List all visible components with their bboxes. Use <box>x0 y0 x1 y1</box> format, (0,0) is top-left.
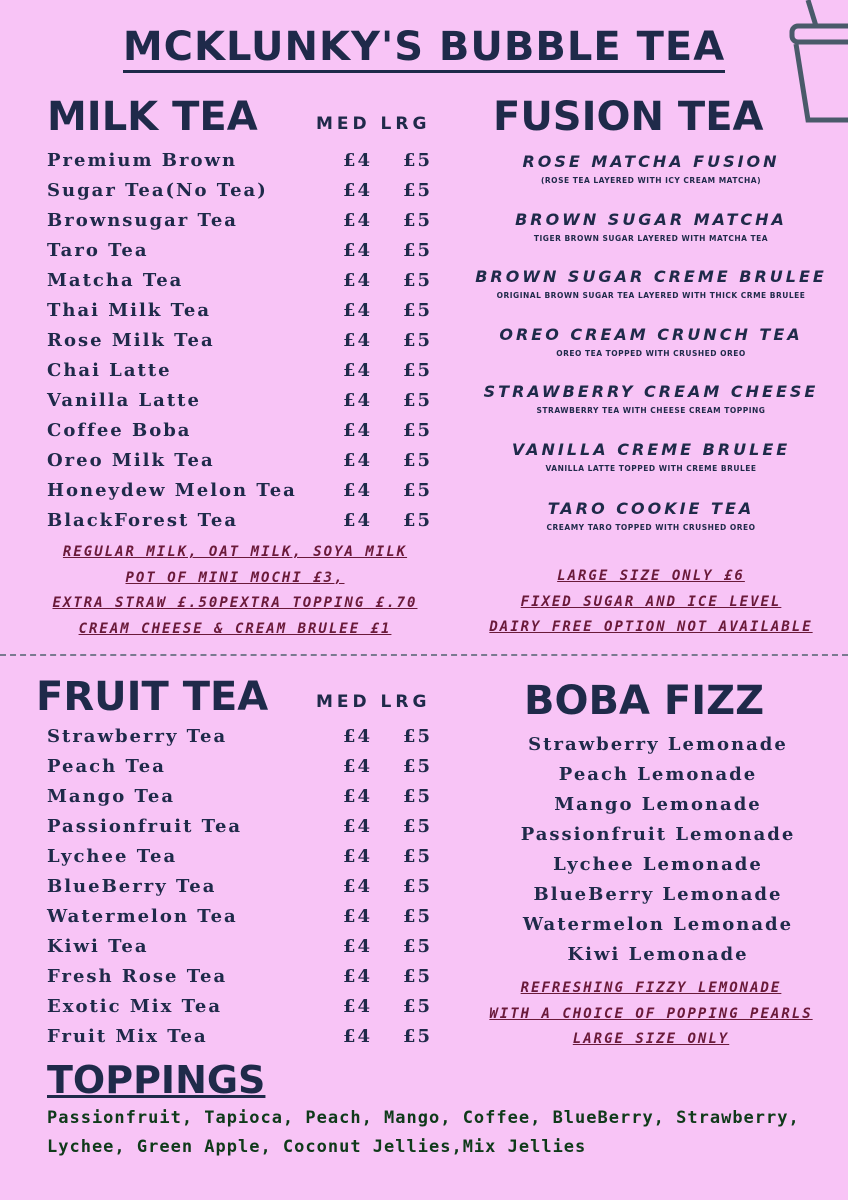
item-name: BlueBerry Tea <box>47 876 217 897</box>
boba-fizz-heading: BOBA FIZZ <box>524 678 765 724</box>
price-medium: £4 <box>343 270 373 291</box>
fusion-tea-heading: FUSION TEA <box>493 94 764 140</box>
price-large: £5 <box>403 150 433 171</box>
note-line: EXTRA STRAW £.50PEXTRA TOPPING £.70 <box>52 595 418 611</box>
price-medium: £4 <box>343 876 373 897</box>
milk-tea-list <box>47 146 467 536</box>
price-large: £5 <box>403 876 433 897</box>
price-medium: £4 <box>343 936 373 957</box>
fusion-item <box>456 152 846 210</box>
price-large: £5 <box>403 816 433 837</box>
note-line: LARGE SIZE ONLY <box>572 1031 730 1047</box>
fusion-item-description: CREAMY TARO TOPPED WITH CRUSHED OREO <box>546 522 756 532</box>
item-name: Oreo Milk Tea <box>47 450 215 471</box>
note-line: POT OF MINI MOCHI £3, <box>125 569 345 586</box>
fizz-item: Peach Lemonade <box>558 764 758 785</box>
price-medium: £4 <box>343 180 373 201</box>
fizz-item: Mango Lemonade <box>554 794 762 815</box>
price-medium: £4 <box>343 846 373 867</box>
menu-item <box>47 872 467 902</box>
note-line: REGULAR MILK, OAT MILK, SOYA MILK <box>62 544 408 560</box>
price-medium: £4 <box>343 726 373 747</box>
price-large: £5 <box>403 510 433 531</box>
item-name: Premium Brown <box>47 150 238 171</box>
item-name: BlackForest Tea <box>47 510 239 531</box>
price-medium: £4 <box>343 390 373 411</box>
note-line: FIXED SUGAR AND ICE LEVEL <box>520 593 782 610</box>
fizz-item: Strawberry Lemonade <box>528 734 788 755</box>
fusion-item-name: TARO COOKIE TEA <box>547 498 755 518</box>
fruit-tea-list <box>47 722 467 1052</box>
toppings-line-2: Lychee, Green Apple, Coconut Jellies,Mix Jellies <box>47 1137 587 1157</box>
menu-item <box>47 176 467 206</box>
boba-fizz-list <box>468 730 848 970</box>
fruit-tea-size-heading: MED LRG <box>316 692 431 712</box>
menu-item <box>47 296 467 326</box>
item-name: Fruit Mix Tea <box>47 1026 208 1047</box>
fusion-item <box>456 499 846 558</box>
item-name: Matcha Tea <box>47 270 184 291</box>
menu-item <box>47 992 467 1022</box>
fusion-item-name: VANILLA CREME BRULEE <box>511 439 791 459</box>
item-name: Thai Milk Tea <box>47 300 212 321</box>
price-large: £5 <box>403 906 433 927</box>
price-medium: £4 <box>343 360 373 381</box>
price-medium: £4 <box>343 816 373 837</box>
price-large: £5 <box>403 846 433 867</box>
menu-item <box>47 416 467 446</box>
item-name: Mango Tea <box>47 786 175 807</box>
toppings-heading: TOPPINGS <box>47 1058 266 1102</box>
fizz-item: Lychee Lemonade <box>553 854 763 875</box>
menu-item <box>47 962 467 992</box>
fusion-item-name: ROSE MATCHA FUSION <box>522 152 780 171</box>
menu-item <box>47 146 467 176</box>
menu-item <box>47 356 467 386</box>
fusion-item-description: (ROSE TEA LAYERED WITH ICY CREAM MATCHA) <box>540 176 762 185</box>
price-medium: £4 <box>343 210 373 231</box>
price-medium: £4 <box>343 966 373 987</box>
fusion-item-description: ORIGINAL BROWN SUGAR TEA LAYERED WITH THICK CRME BRULEE <box>496 291 806 300</box>
note-line: DAIRY FREE OPTION NOT AVAILABLE <box>489 619 813 635</box>
price-large: £5 <box>403 420 433 441</box>
item-name: Taro Tea <box>47 240 149 261</box>
menu-item <box>47 722 467 752</box>
menu-item <box>47 932 467 962</box>
price-large: £5 <box>403 210 433 231</box>
price-medium: £4 <box>343 300 373 321</box>
price-large: £5 <box>403 360 433 381</box>
menu-item <box>47 236 467 266</box>
fizz-item: Passionfruit Lemonade <box>520 824 796 845</box>
menu-title <box>0 24 848 70</box>
fizz-item: BlueBerry Lemonade <box>533 884 783 905</box>
toppings-list <box>47 1104 847 1162</box>
fusion-tea-list <box>456 152 846 558</box>
fusion-item-name: BROWN SUGAR MATCHA <box>515 209 787 229</box>
item-name: Lychee Tea <box>47 846 178 867</box>
fizz-item: Watermelon Lemonade <box>522 914 794 935</box>
menu-item <box>47 386 467 416</box>
note-line: LARGE SIZE ONLY £6 <box>557 568 745 584</box>
item-name: Vanilla Latte <box>47 390 201 411</box>
menu-item <box>47 1022 467 1052</box>
menu-item <box>47 782 467 812</box>
fruit-tea-heading: FRUIT TEA <box>36 674 269 720</box>
item-name: Strawberry Tea <box>47 726 228 747</box>
item-name: Passionfruit Tea <box>47 816 243 837</box>
price-large: £5 <box>403 966 433 987</box>
menu-item <box>47 446 467 476</box>
price-large: £5 <box>403 390 433 411</box>
price-large: £5 <box>403 1026 433 1047</box>
bubble-tea-cup-icon <box>778 0 848 130</box>
fusion-item-description: STRAWBERRY TEA WITH CHEESE CREAM TOPPING <box>536 406 766 415</box>
item-name: Fresh Rose Tea <box>47 966 228 987</box>
fusion-item-description: TIGER BROWN SUGAR LAYERED WITH MATCHA TEA <box>533 233 769 243</box>
fusion-item <box>456 440 846 499</box>
price-large: £5 <box>403 300 433 321</box>
price-medium: £4 <box>343 420 373 441</box>
price-medium: £4 <box>343 480 373 501</box>
price-large: £5 <box>403 726 433 747</box>
price-large: £5 <box>403 450 433 471</box>
boba-fizz-notes <box>456 976 846 1053</box>
price-medium: £4 <box>343 240 373 261</box>
fusion-item <box>456 325 846 383</box>
fusion-item-name: BROWN SUGAR CREME BRULEE <box>475 267 827 286</box>
price-large: £5 <box>403 330 433 351</box>
item-name: Rose Milk Tea <box>47 330 215 351</box>
price-large: £5 <box>403 240 433 261</box>
milk-tea-size-heading: MED LRG <box>316 114 431 134</box>
price-medium: £4 <box>343 450 373 471</box>
price-large: £5 <box>403 180 433 201</box>
menu-item <box>47 326 467 356</box>
price-medium: £4 <box>343 1026 373 1047</box>
fusion-item-name: OREO CREAM CRUNCH TEA <box>499 324 803 344</box>
item-name: Brownsugar Tea <box>47 210 238 231</box>
milk-tea-heading: MILK TEA <box>47 94 258 140</box>
item-name: Peach Tea <box>47 756 166 777</box>
fusion-item <box>456 210 846 268</box>
menu-item <box>47 902 467 932</box>
menu-item <box>47 206 467 236</box>
item-name: Chai Latte <box>47 360 172 381</box>
fusion-item-description: VANILLA LATTE TOPPED WITH CREME BRULEE <box>545 463 757 473</box>
fusion-item-name: STRAWBERRY CREAM CHEESE <box>483 382 819 401</box>
milk-tea-notes <box>0 540 470 642</box>
price-medium: £4 <box>343 906 373 927</box>
note-line: CREAM CHEESE & CREAM BRULEE £1 <box>78 620 392 637</box>
fusion-item <box>456 267 846 325</box>
fusion-tea-notes <box>446 564 848 641</box>
item-name: Kiwi Tea <box>47 936 149 957</box>
price-large: £5 <box>403 270 433 291</box>
fusion-item-description: OREO TEA TOPPED WITH CRUSHED OREO <box>556 348 746 358</box>
note-line: WITH A CHOICE OF POPPING PEARLS <box>489 1005 813 1022</box>
item-name: Sugar Tea(No Tea) <box>47 180 268 201</box>
price-medium: £4 <box>343 330 373 351</box>
item-name: Exotic Mix Tea <box>47 996 223 1017</box>
item-name: Watermelon Tea <box>47 906 238 927</box>
price-large: £5 <box>403 996 433 1017</box>
menu-item <box>47 506 467 536</box>
menu-item <box>47 266 467 296</box>
item-name: Coffee Boba <box>47 420 192 441</box>
price-medium: £4 <box>343 786 373 807</box>
price-large: £5 <box>403 756 433 777</box>
price-medium: £4 <box>343 996 373 1017</box>
item-name: Honeydew Melon Tea <box>47 480 297 501</box>
note-line: REFRESHING FIZZY LEMONADE <box>520 980 782 996</box>
menu-title-text: MCKLUNKY'S BUBBLE TEA <box>123 24 725 73</box>
price-large: £5 <box>403 786 433 807</box>
price-medium: £4 <box>343 510 373 531</box>
fizz-item: Kiwi Lemonade <box>567 944 749 965</box>
section-divider <box>0 654 848 656</box>
price-large: £5 <box>403 936 433 957</box>
price-large: £5 <box>403 480 433 501</box>
price-medium: £4 <box>343 150 373 171</box>
price-medium: £4 <box>343 756 373 777</box>
menu-item <box>47 476 467 506</box>
menu-item <box>47 842 467 872</box>
toppings-line-1: Passionfruit, Tapioca, Peach, Mango, Coffee, BlueBerry, Strawberry, <box>47 1108 800 1128</box>
menu-item <box>47 752 467 782</box>
fusion-item <box>456 382 846 440</box>
menu-item <box>47 812 467 842</box>
